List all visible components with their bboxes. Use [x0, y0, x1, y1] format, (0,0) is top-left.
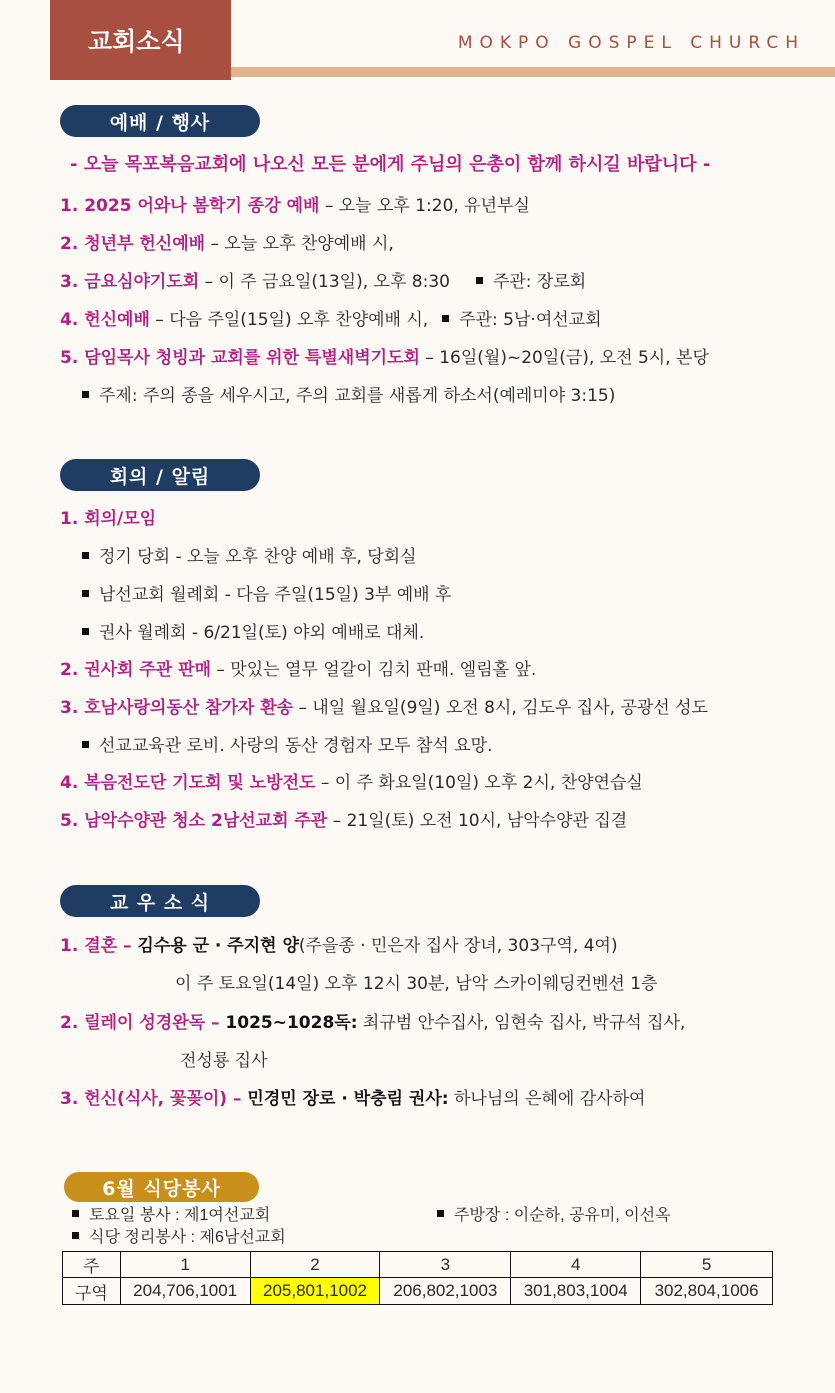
- cafeteria-head-cook: [437, 1204, 671, 1228]
- item-head: 5. 담임목사 청빙과 교회를 위한 특별새벽기도회: [60, 348, 420, 368]
- square-bullet-icon: [476, 272, 493, 292]
- item-head: 1. 결혼: [60, 936, 118, 956]
- section-pill-members: 교 우 소 식: [60, 885, 260, 917]
- section-pill-worship: 예배 / 행사: [60, 105, 260, 137]
- district-cell: 206,802,1003: [380, 1278, 511, 1305]
- square-bullet-icon: [82, 736, 99, 756]
- table-row: [63, 1252, 773, 1278]
- square-bullet-icon: [82, 386, 99, 406]
- row-label-week: 주: [63, 1252, 121, 1278]
- square-bullet-icon: [82, 585, 99, 605]
- week-cell: 4: [511, 1252, 641, 1278]
- worship-item-3: [60, 270, 586, 294]
- notice-item-5: [60, 809, 627, 833]
- item-detail: – 이 주 화요일(10일) 오후 2시, 찬양연습실: [315, 773, 643, 793]
- item-head: 1. 회의/모임: [60, 509, 157, 529]
- notice-item-3-sub: [82, 734, 493, 758]
- square-bullet-icon: [82, 623, 99, 643]
- section-pill-cafeteria: 6월 식당봉사: [64, 1172, 259, 1202]
- item-names: 김수용 군 · 주지현 양: [137, 936, 299, 956]
- worship-item-4: [60, 308, 602, 332]
- cafeteria-cleanup: [72, 1226, 286, 1250]
- notice-sub-1: [82, 545, 417, 569]
- district-cell: 204,706,1001: [120, 1278, 250, 1305]
- item-head: 4. 복음전도단 기도회 및 노방전도: [60, 773, 316, 793]
- item-detail: – 21일(토) 오전 10시, 남악수양관 집결: [327, 811, 628, 831]
- item-dash: –: [205, 1013, 226, 1033]
- row-label-district: 구역: [63, 1278, 121, 1305]
- cafeteria-saturday: [72, 1204, 270, 1228]
- worship-item-2: [60, 232, 394, 256]
- worship-item-5: [60, 346, 709, 370]
- item-head: 3. 금요심야기도회: [60, 272, 200, 292]
- district-cell-highlighted: 205,801,1002: [250, 1278, 380, 1305]
- item-detail: – 이 주 금요일(13일), 오후 8:30: [199, 272, 450, 292]
- notice-item-2: [60, 658, 536, 682]
- week-cell: 1: [120, 1252, 250, 1278]
- square-bullet-icon: [442, 310, 459, 330]
- item-bold: 민경민 장로 · 박충림 권사:: [247, 1089, 449, 1109]
- header-rule: [231, 67, 835, 77]
- worship-theme: [82, 384, 615, 408]
- section-pill-notice: 회의 / 알림: [60, 459, 260, 491]
- week-cell: 2: [250, 1252, 380, 1278]
- item-detail: 최규범 안수집사, 임현숙 집사, 박규석 집사,: [357, 1013, 686, 1033]
- week-cell: 3: [380, 1252, 511, 1278]
- item-bold: 1025~1028독:: [225, 1013, 358, 1033]
- item-detail: – 오늘 오후 1:20, 유년부실: [319, 196, 530, 216]
- members-item-2: [60, 1011, 685, 1035]
- sub-text: 권사 월례회 - 6/21일(토) 야외 예배로 대체.: [99, 623, 425, 643]
- item-head: 3. 헌신(식사, 꽃꽂이): [60, 1089, 228, 1109]
- sub-text: 남선교회 월례회 - 다음 주일(15일) 3부 예배 후: [99, 585, 452, 605]
- item-head: 2. 청년부 헌신예배: [60, 234, 206, 254]
- item-dash: –: [227, 1089, 248, 1109]
- members-item-1-line2: 이 주 토요일(14일) 오후 12시 30분, 남악 스카이웨딩컨벤션 1층: [175, 974, 658, 994]
- item-head: 3. 호남사랑의동산 참가자 환송: [60, 698, 294, 718]
- item-head: 2. 권사회 주관 판매: [60, 660, 211, 680]
- church-name: MOKPO GOSPEL CHURCH: [457, 33, 805, 53]
- members-item-2-line2: 전성룡 집사: [180, 1051, 268, 1071]
- item-head: 2. 릴레이 성경완독: [60, 1013, 206, 1033]
- sat-text: 토요일 봉사 : 제1여선교회: [89, 1207, 271, 1224]
- item-head: 1. 2025 어와나 봄학기 종강 예배: [60, 196, 320, 216]
- table-row: [63, 1278, 773, 1305]
- cook-text: 주방장 : 이순하, 공유미, 이선옥: [454, 1207, 671, 1224]
- item-detail: – 내일 월요일(9일) 오전 8시, 김도우 집사, 공광선 성도: [293, 698, 708, 718]
- members-item-3: [60, 1087, 645, 1111]
- item-extra: 주관: 장로회: [492, 272, 587, 292]
- item-detail: – 오늘 오후 찬양예배 시,: [205, 234, 394, 254]
- district-cell: 302,804,1006: [641, 1278, 773, 1305]
- cafeteria-table: [62, 1251, 773, 1305]
- sub-text: 선교교육관 로비. 사랑의 동산 경험자 모두 참석 요망.: [99, 736, 493, 756]
- members-item-1: [60, 934, 618, 958]
- item-detail: – 다음 주일(15일) 오후 찬양예배 시,: [149, 310, 429, 330]
- square-bullet-icon: [82, 547, 99, 567]
- notice-item-3: [60, 696, 708, 720]
- notice-sub-3: [82, 621, 424, 645]
- square-bullet-icon: [72, 1207, 89, 1224]
- cleanup-text: 식당 정리봉사 : 제6남선교회: [89, 1229, 286, 1246]
- item-dash: –: [117, 936, 138, 956]
- item-detail: – 16일(월)~20일(금), 오전 5시, 본당: [419, 348, 709, 368]
- item-head: 4. 헌신예배: [60, 310, 150, 330]
- theme-text: 주제: 주의 종을 세우시고, 주의 교회를 새롭게 하소서(예레미야 3:15): [99, 386, 616, 406]
- week-cell: 5: [641, 1252, 773, 1278]
- item-detail: (주을종 · 민은자 집사 장녀, 303구역, 4여): [298, 936, 618, 956]
- item-detail: – 맛있는 열무 얼갈이 김치 판매. 엘림홀 앞.: [211, 660, 537, 680]
- notice-item-4: [60, 771, 643, 795]
- sub-text: 정기 당회 - 오늘 오후 찬양 예배 후, 당회실: [99, 547, 417, 567]
- square-bullet-icon: [437, 1207, 454, 1224]
- item-head: 5. 남악수양관 청소 2남선교회 주관: [60, 811, 328, 831]
- section-tab-title: 교회소식: [50, 0, 231, 80]
- square-bullet-icon: [72, 1229, 89, 1246]
- notice-sub-2: [82, 583, 451, 607]
- worship-tagline: - 오늘 목포복음교회에 나오신 모든 분에게 주님의 은총이 함께 하시길 바랍니다 -: [70, 154, 711, 175]
- district-cell: 301,803,1004: [511, 1278, 641, 1305]
- notice-item-1: [60, 507, 156, 531]
- item-detail: 하나님의 은혜에 감사하여: [448, 1089, 646, 1109]
- worship-item-1: [60, 194, 530, 218]
- item-extra: 주관: 5남·여선교회: [459, 310, 602, 330]
